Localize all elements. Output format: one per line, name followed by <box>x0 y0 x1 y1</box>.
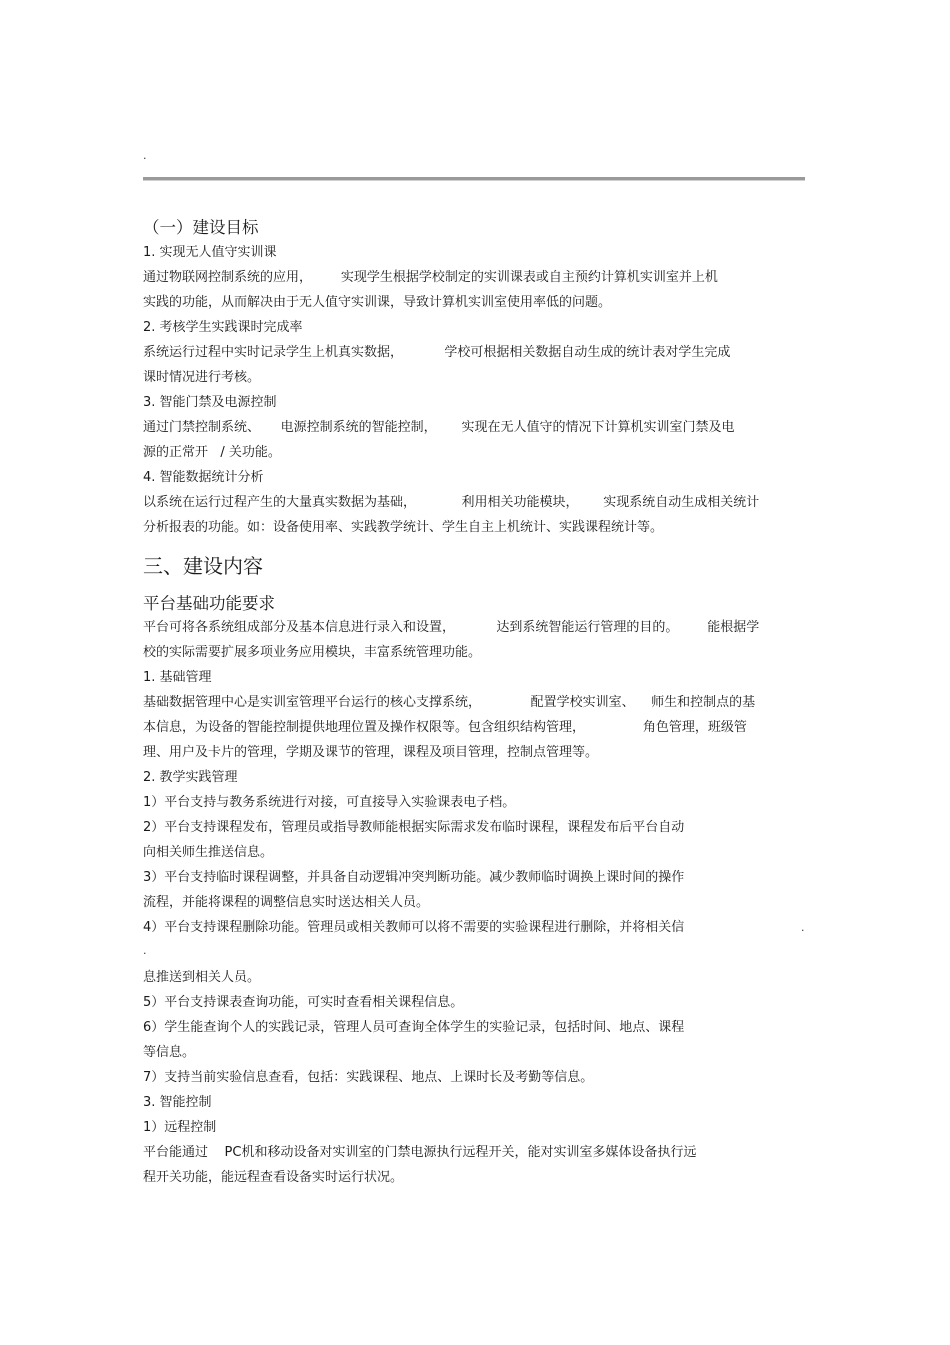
teaching-line-4: 3）平台支持临时课程调整，并具备自动逻辑冲突判断功能。减少教师临时调换上课时间的操作 <box>143 870 685 885</box>
header-rule <box>143 177 805 181</box>
goal-1-line-1: 通过物联网控制系统的应用， 实现学生根据学校制定的实训课表或自主预约计算机实训室并上机 <box>143 270 718 285</box>
smart-sub: 1）远程控制 <box>143 1120 217 1135</box>
basic-heading: 1. 基础管理 <box>143 670 212 685</box>
teaching-heading: 2. 教学实践管理 <box>143 770 238 785</box>
page-break-dot: . <box>143 944 147 957</box>
header-dot: . <box>143 149 147 162</box>
goal-3-line-2: 源的正常开 / 关功能。 <box>143 445 281 460</box>
goal-1-line-2: 实践的功能，从而解决由于无人值守实训课，导致计算机实训室使用率低的问题。 <box>143 295 612 310</box>
goal-4-line-1: 以系统在运行过程产生的大量真实数据为基础， 利用相关功能模块， 实现系统自动生成相关统计 <box>143 495 760 510</box>
right-dot: . <box>801 921 805 934</box>
goal-4-heading: 4. 智能数据统计分析 <box>143 470 264 485</box>
basic-line-2: 本信息，为设备的智能控制提供地理位置及操作权限等。包含组织结构管理， 角色管理，班级管 <box>143 720 747 735</box>
smart-line-1: 平台能通过 PC机和移动设备对实训室的门禁电源执行远程开关，能对实训室多媒体设备执行远 <box>143 1145 697 1160</box>
teaching-line-11: 7）支持当前实验信息查看，包括：实践课程、地点、上课时长及考勤等信息。 <box>143 1070 594 1085</box>
goal-1-heading: 1. 实现无人值守实训课 <box>143 245 277 260</box>
goal-2-line-1: 系统运行过程中实时记录学生上机真实数据， 学校可根据相关数据自动生成的统计表对学生完成 <box>143 345 731 360</box>
goal-3-heading: 3. 智能门禁及电源控制 <box>143 395 277 410</box>
section-content-title: 三、建设内容 <box>143 554 263 578</box>
smart-line-2: 程开关功能，能远程查看设备实时运行状况。 <box>143 1170 404 1185</box>
teaching-line-7: 息推送到相关人员。 <box>143 970 261 985</box>
section-content-subtitle: 平台基础功能要求 <box>143 594 275 613</box>
basic-line-1: 基础数据管理中心是实训室管理平台运行的核心支撑系统， 配置学校实训室、 师生和控制点的基 <box>143 695 756 710</box>
goal-4-line-2: 分析报表的功能。如：设备使用率、实践教学统计、学生自主上机统计、实践课程统计等。 <box>143 520 664 535</box>
smart-heading: 3. 智能控制 <box>143 1095 212 1110</box>
teaching-line-5: 流程，并能将课程的调整信息实时送达相关人员。 <box>143 895 430 910</box>
teaching-line-10: 等信息。 <box>143 1045 196 1060</box>
section-goal-title: （一）建设目标 <box>143 218 259 237</box>
teaching-line-1: 1）平台支持与教务系统进行对接，可直接导入实验课表电子档。 <box>143 795 516 810</box>
teaching-line-9: 6）学生能查询个人的实践记录，管理人员可查询全体学生的实验记录，包括时间、地点、课程 <box>143 1020 685 1035</box>
goal-2-line-2: 课时情况进行考核。 <box>143 370 261 385</box>
intro-line-2: 校的实际需要扩展多项业务应用模块，丰富系统管理功能。 <box>143 645 482 660</box>
goal-3-line-1: 通过门禁控制系统、 电源控制系统的智能控制， 实现在无人值守的情况下计算机实训室门禁及电 <box>143 420 735 435</box>
goal-2-heading: 2. 考核学生实践课时完成率 <box>143 320 303 335</box>
intro-line-1: 平台可将各系统组成部分及基本信息进行录入和设置， 达到系统智能运行管理的目的。 能根据学 <box>143 620 760 635</box>
basic-line-3: 理、用户及卡片的管理，学期及课节的管理，课程及项目管理，控制点管理等。 <box>143 745 599 760</box>
teaching-line-8: 5）平台支持课表查询功能，可实时查看相关课程信息。 <box>143 995 464 1010</box>
teaching-line-6: 4）平台支持课程删除功能。管理员或相关教师可以将不需要的实验课程进行删除，并将相关信 <box>143 920 685 935</box>
teaching-line-3: 向相关师生推送信息。 <box>143 845 274 860</box>
teaching-line-2: 2）平台支持课程发布，管理员或指导教师能根据实际需求发布临时课程，课程发布后平台自动 <box>143 820 685 835</box>
